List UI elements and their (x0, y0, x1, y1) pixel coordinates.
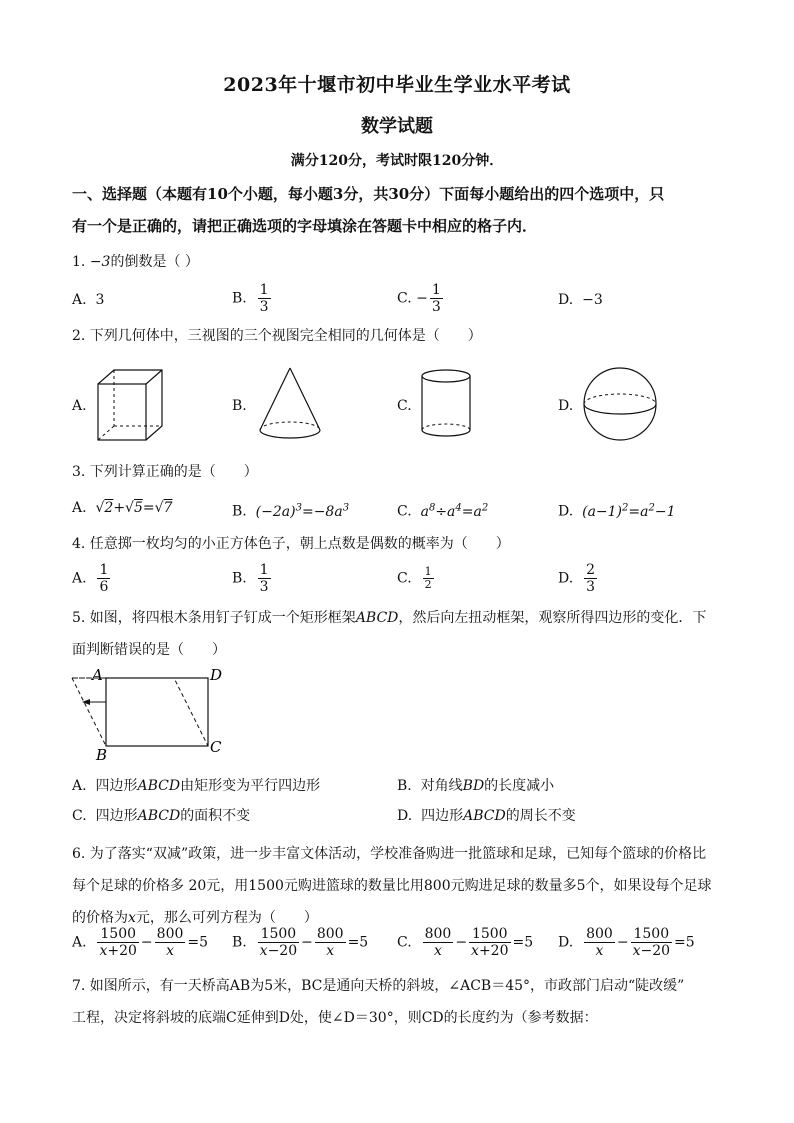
question-2: 2. 下列几何体中，三视图的三个视图完全相同的几何体是（ ） (72, 328, 482, 344)
exam-note: 满分120分，考试时限120分钟． (290, 153, 504, 169)
cuboid-figure (96, 368, 166, 444)
section-line-1: 一、选择题（本题有10个小题，每小题3分，共30分）下面每小题给出的四个选项中，只 (72, 185, 665, 203)
q1-option-c[interactable]: C. − $\frac{1}{3}$ (397, 282, 441, 315)
q4-option-b[interactable]: B. $\frac{1}{3}$ (232, 562, 269, 595)
exam-title: 2023年十堰市初中毕业生学业水平考试 (223, 74, 571, 96)
section-line-2: 有一个是正确的，请把正确选项的字母填涂在答题卡中相应的格子内． (72, 217, 538, 235)
q7-line-1: 7. 如图所示，有一天桥高AB为5米，BC是通向天桥的斜坡，∠ACB＝45°，市政部门启动“陡改缓” (72, 978, 685, 994)
subject-title: 数学试题 (361, 116, 433, 137)
q4-option-a[interactable]: A. $\frac{1}{6}$ (72, 562, 109, 595)
question-3: 3. 下列计算正确的是（ ） (72, 464, 258, 480)
vertex-label-b: B (96, 746, 108, 764)
q1-option-d[interactable]: D. −3 (558, 292, 603, 308)
q3-option-d[interactable]: D. $(a-1)^2=a^2-1$ (558, 502, 676, 520)
q2-option-a-label[interactable]: A. (72, 398, 87, 414)
q6-option-d[interactable]: D. $\frac{800}{x}$ − $\frac{1500}{x-20}$ =5 (558, 926, 695, 959)
sphere-figure (582, 366, 660, 444)
q5-option-c[interactable]: C. 四边形ABCD的面积不变 (72, 808, 251, 824)
question-1 (72, 252, 732, 272)
question-4: 4. 任意掷一枚均匀的小正方体色子，朝上点数是偶数的概率为（ ） (72, 536, 510, 552)
cone-figure (258, 366, 322, 442)
question-5: 5. 如图，将四根木条用钉子钉成一个矩形框架ABCD，然后向左扭动框架，观察所得四边形的变化．下 面判断错误的是（ ） (72, 610, 707, 658)
q2-option-c-label[interactable]: C. (397, 398, 412, 414)
question-6: 6. 为了落实“双减”政策，进一步丰富文体活动，学校准备购进一批篮球和足球，已知每个篮球的价格比 每个足球的价格多 20元，用1500元购进篮球的数量比用800元购进足球的数量多5个，如果设每个足球 的价格为x元，那么可列方程为（ ） (72, 846, 712, 926)
q1-math: −3 (89, 254, 111, 270)
q3-option-a[interactable]: A. √2+√5=√7 (72, 500, 173, 516)
q1-option-b[interactable]: B. $\frac{1}{3}$ (232, 282, 269, 315)
rectangle-frame-figure (70, 666, 230, 764)
vertex-label-c: C (210, 738, 222, 756)
q1-number: 1. (72, 254, 86, 270)
q2-option-b-label[interactable]: B. (232, 398, 247, 414)
q5-option-d[interactable]: D. 四边形ABCD的周长不变 (397, 808, 576, 824)
q7-line-2: 工程，决定将斜坡的底端C延伸到D处，使∠D＝30°，则CD的长度约为（参考数据： (72, 1010, 598, 1026)
q6-option-a[interactable]: A. $\frac{1500}{x+20}$ − $\frac{800}{x}$ =5 (72, 926, 209, 959)
vertex-label-a: A (92, 666, 103, 684)
section-instructions (72, 178, 732, 242)
q3-option-b[interactable]: B. $(-2a)^3=-8a^3$ (232, 502, 350, 520)
cylinder-figure (420, 368, 474, 444)
q5-option-b[interactable]: B. 对角线BD的长度减小 (397, 778, 555, 794)
q4-option-c[interactable]: C. $\frac{1}{2}$ (397, 565, 432, 591)
question-7 (72, 970, 732, 1034)
q6-option-b[interactable]: B. $\frac{1500}{x-20}$ − $\frac{800}{x}$ =5 (232, 926, 369, 959)
vertex-label-d: D (210, 666, 223, 684)
q1-option-a[interactable]: A. 3 (72, 292, 105, 308)
q6-option-c[interactable]: C. $\frac{800}{x}$ − $\frac{1500}{x+20}$ =5 (397, 926, 534, 959)
q1-text: 的倒数是（ ） (110, 254, 199, 270)
q2-option-d-label[interactable]: D. (558, 398, 574, 414)
q5-option-a[interactable]: A. 四边形ABCD由矩形变为平行四边形 (72, 778, 321, 794)
q3-option-c[interactable]: C. $a^8\div a^4=a^2$ (397, 502, 489, 520)
q4-option-d[interactable]: D. $\frac{2}{3}$ (558, 562, 596, 595)
